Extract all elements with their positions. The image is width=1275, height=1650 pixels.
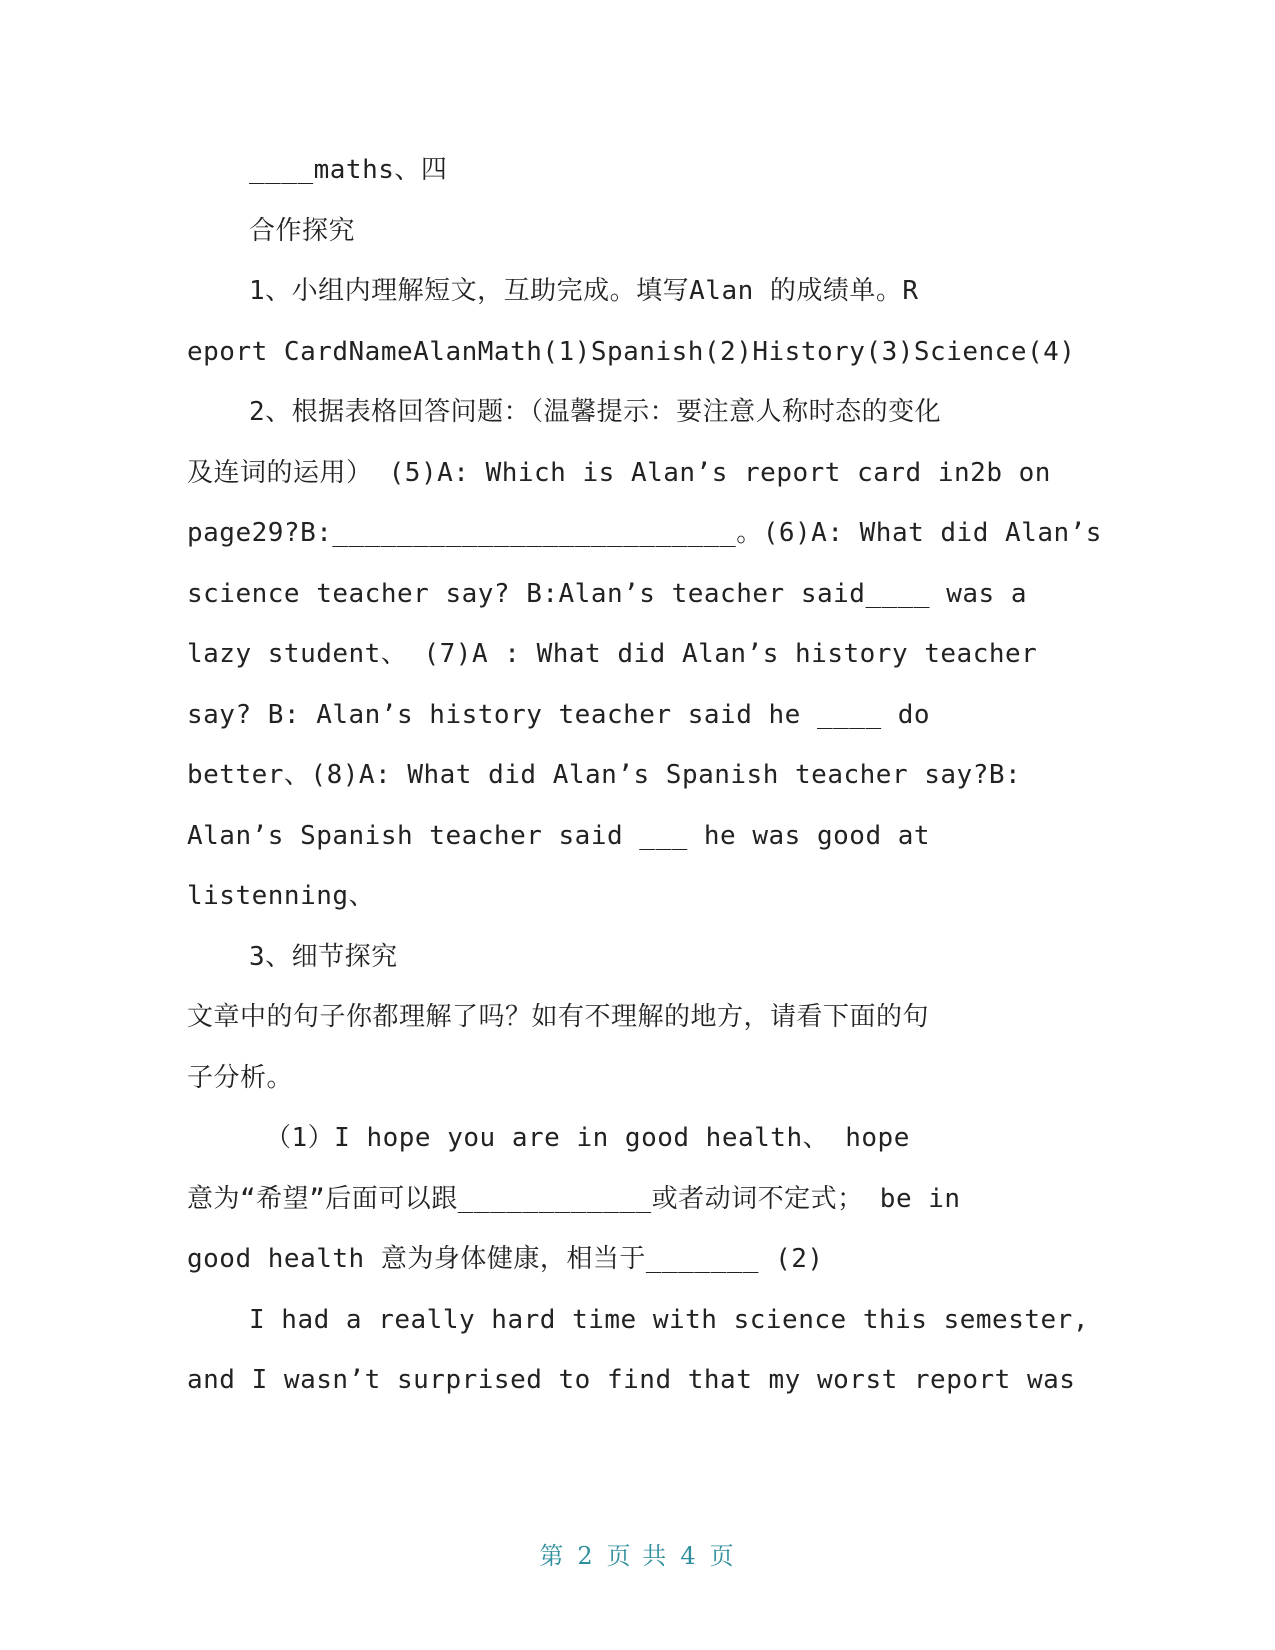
text-line: science teacher say? B:Alan’s teacher said____ was a [187, 578, 1027, 609]
text-line: 及连词的运用） (5)A: Which is Alan’s report card in2b on [187, 457, 1051, 488]
total-pages-number: 4 [680, 1542, 698, 1570]
text-line: 意为“希望”后面可以跟____________或者动词不定式； be in [187, 1183, 961, 1214]
text-line: good health 意为身体健康，相当于_______ (2) [187, 1244, 824, 1274]
text-line: Alan’s Spanish teacher said ___ he was good at [187, 820, 931, 851]
page-label-mid: 页 共 [606, 1542, 669, 1570]
section-heading: 3、细节探究 [249, 941, 398, 972]
text-line: ____maths、四 [249, 155, 448, 185]
document-body [187, 140, 1102, 1411]
text-line: better、(8)A: What did Alan’s Spanish teacher say?B: [187, 760, 1022, 790]
text-line: （1）I hope you are in good health、 hope [265, 1123, 910, 1153]
text-line: eport CardNameAlanMath(1)Spanish(2)History(3)Science(4) [187, 336, 1076, 367]
text-line: 1、小组内理解短文，互助完成。填写Alan 的成绩单。R [249, 276, 919, 306]
page-footer [0, 1536, 1275, 1571]
text-line: listenning、 [187, 881, 376, 911]
text-line: 2、根据表格回答问题：（温馨提示：要注意人称时态的变化 [249, 397, 942, 427]
text-line: lazy student、 (7)A : What did Alan’s history teacher [187, 639, 1038, 669]
section-heading: 合作探究 [249, 215, 356, 246]
page-label-suffix: 页 [709, 1542, 736, 1570]
text-line: I had a really hard time with science this semester, [249, 1304, 1089, 1335]
text-line: 子分析。 [187, 1062, 294, 1093]
page-label-prefix: 第 [539, 1542, 566, 1570]
current-page-number: 2 [577, 1542, 595, 1570]
text-line: say? B: Alan’s history teacher said he ____ do [187, 699, 931, 730]
text-line: and I wasn’t surprised to find that my worst report was [187, 1365, 1076, 1395]
text-line: 文章中的句子你都理解了吗？如有不理解的地方，请看下面的句 [187, 1002, 930, 1032]
text-line: page29?B:_________________________。(6)A: What did Alan’s [187, 518, 1102, 548]
